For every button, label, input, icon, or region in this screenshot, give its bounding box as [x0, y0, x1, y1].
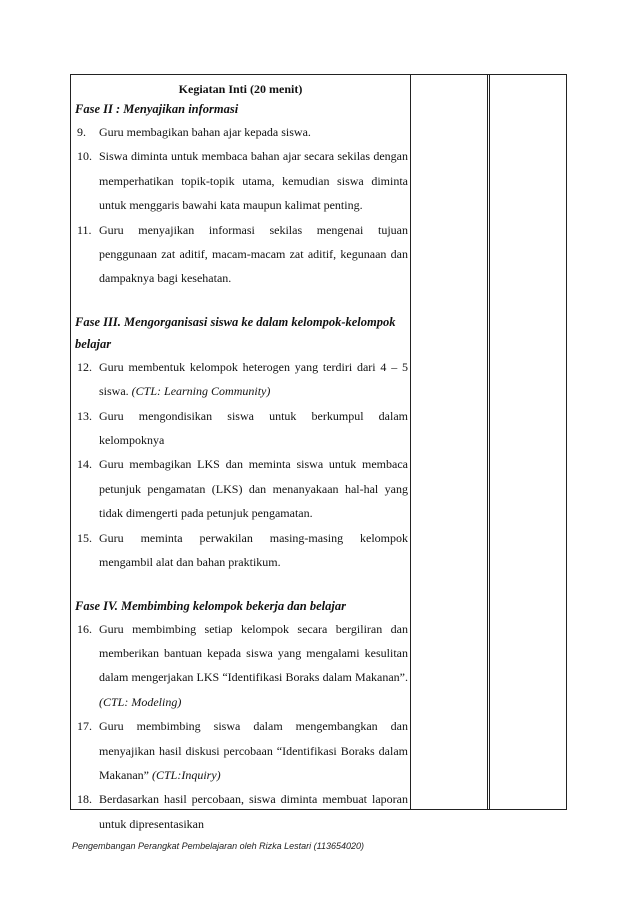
item-number: 14.	[77, 457, 92, 472]
ctl-note: (CTL: Learning Community)	[131, 384, 271, 399]
item-text: Berdasarkan hasil percobaan, siswa diminta membuat laporan untuk dipresentasikan	[99, 792, 408, 831]
phase-title: Fase IV. Membimbing kelompok bekerja dan belajar	[75, 598, 346, 613]
phase-title: Fase III. Mengorganisasi siswa ke dalam kelompok-kelompok belajar	[75, 314, 396, 351]
item-text: Guru meminta perwakilan masing-masing kelompok mengambil alat dan bahan praktikum.	[99, 530, 408, 570]
list-item	[71, 714, 410, 787]
item-number: 12.	[77, 359, 92, 374]
item-text: Guru membentuk kelompok heterogen yang terdiri dari 4 – 5 siswa.	[99, 359, 408, 399]
spacer	[71, 575, 410, 595]
column-divider	[489, 75, 490, 809]
column-divider	[487, 75, 488, 809]
item-number: 10.	[77, 149, 92, 164]
item-number: 17.	[77, 719, 92, 734]
list-item	[71, 787, 410, 836]
item-number: 9.	[77, 125, 86, 139]
item-text: Guru membagikan LKS dan meminta siswa untuk membaca petunjuk pengamatan (LKS) dan menanyakaan hal-hal yang tidak dimengerti pada petunjuk pengamatan.	[99, 457, 408, 521]
column-divider	[410, 75, 411, 809]
list-item	[71, 452, 410, 525]
lesson-table	[70, 74, 567, 831]
item-number: 16.	[77, 621, 92, 636]
item-text: Guru membimbing setiap kelompok secara bergiliran dan memberikan bantuan kepada siswa yang mengalami kesulitan dalam mengerjakan LKS “Identifikasi Boraks dalam Makanan”.	[99, 621, 408, 685]
list-item	[71, 218, 410, 291]
list-item	[71, 355, 410, 404]
item-text: Guru menyajikan informasi sekilas mengenai tujuan penggunaan zat aditif, macam-macam zat aditif, kegunaan dan dampaknya bagi kesehatan.	[99, 222, 408, 286]
item-number: 18.	[77, 792, 92, 807]
ctl-note: (CTL:Inquiry)	[151, 767, 221, 782]
spacer	[71, 291, 410, 311]
page-footer: Pengembangan Perangkat Pembelajaran oleh Rizka Lestari (113654020)	[72, 841, 365, 851]
list-item	[71, 617, 410, 715]
list-item	[71, 526, 410, 575]
item-text: Guru mengondisikan siswa untuk berkumpul dalam kelompoknya	[99, 408, 408, 448]
item-number: 11.	[77, 222, 92, 237]
phase-title: Fase II : Menyajikan informasi	[75, 102, 239, 116]
item-text: Guru membimbing siswa dalam mengembangkan dan menyajikan hasil diskusi percobaan “Identifikasi Boraks dalam Makanan”	[99, 719, 408, 782]
item-text: Guru membagikan bahan ajar kepada siswa.	[99, 125, 311, 139]
list-item	[71, 120, 410, 144]
list-item	[71, 144, 410, 217]
item-text: Siswa diminta untuk membaca bahan ajar secara sekilas dengan memperhatikan topik-topik utama, kemudian siswa diminta untuk menggaris bawahi kata maupun kalimat penting.	[99, 149, 408, 213]
activity-column	[71, 75, 410, 831]
ctl-note: (CTL: Modeling)	[99, 694, 182, 709]
section-heading: Kegiatan Inti (20 menit)	[178, 82, 303, 96]
item-number: 15.	[77, 530, 92, 545]
item-number: 13.	[77, 408, 92, 423]
list-item	[71, 404, 410, 453]
